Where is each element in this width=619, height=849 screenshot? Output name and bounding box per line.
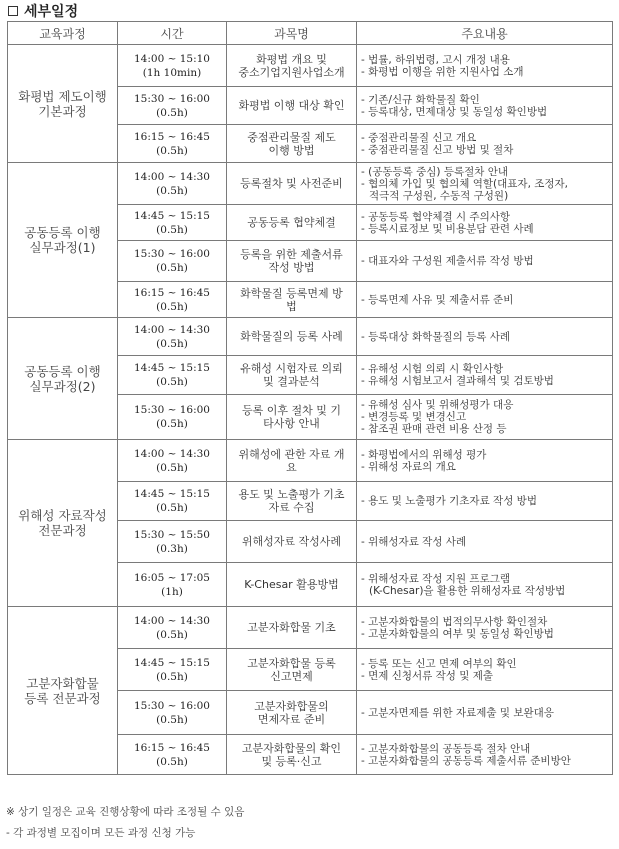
content-cell (357, 395, 613, 440)
content-line: - 고분자면제를 위한 자료제출 및 보완대응 (361, 706, 554, 719)
session-duration: (0.5h) (156, 755, 188, 768)
content-cell (357, 440, 613, 482)
subject-cell: 등록 이후 절차 및 기 타사항 안내 (227, 395, 357, 440)
content-line: - 고분자화합물의 법적의무사항 확인절차 (361, 615, 548, 628)
session-time: 14:45 ~ 15:15 (134, 656, 210, 669)
subject-cell: 위해성에 관한 자료 개 요 (227, 440, 357, 482)
content-line: - 중점관리물질 신고 방법 및 절차 (361, 143, 514, 156)
content-line: - (공동등록 중심) 등록절차 안내 (361, 165, 509, 178)
session-time: 15:30 ~ 16:00 (134, 404, 210, 416)
content-line: - 유해성 시험보고서 결과해석 및 검토방법 (361, 375, 554, 387)
header-time: 시간 (118, 22, 227, 45)
content-line: - 대표자와 구성원 제출서류 작성 방법 (361, 255, 534, 267)
schedule-table (7, 21, 613, 775)
subject-cell: 용도 및 노출평가 기초 자료 수집 (227, 482, 357, 521)
content-line: - 유해성 시험 의뢰 시 확인사항 (361, 363, 504, 375)
content-line: - 위해성자료 작성 사례 (361, 535, 467, 548)
content-line: - 중점관리물질 신고 개요 (361, 131, 477, 144)
time-cell (118, 45, 227, 87)
session-duration: (0.5h) (156, 713, 188, 726)
header-course: 교육과정 (8, 22, 118, 45)
session-time: 14:45 ~ 15:15 (134, 488, 210, 500)
content-line: - 고분자화합물의 공동등록 제출서류 준비방안 (361, 754, 571, 767)
course-name-cell: 공동등록 이행 실무과정(1) (8, 163, 118, 318)
session-duration: (0.5h) (156, 461, 188, 474)
subject-cell: 중점관리물질 제도 이행 방법 (227, 125, 357, 163)
table-row (8, 318, 613, 356)
session-duration: (0.3h) (156, 542, 188, 555)
subject-cell: 등록절차 및 사전준비 (227, 163, 357, 205)
content-line: - 등록대상 화학물질의 등록 사례 (361, 330, 510, 343)
content-cell (357, 163, 613, 205)
content-line: - 화평법에서의 위해성 평가 (361, 448, 487, 461)
content-line: - 고분자화합물의 공동등록 절차 안내 (361, 742, 531, 755)
session-time: 14:00 ~ 14:30 (134, 170, 210, 183)
content-line: (K-Chesar)을 활용한 위해성자료 작성방법 (369, 584, 566, 597)
content-cell (357, 318, 613, 356)
content-line: - 기존/신규 화학물질 확인 (361, 93, 480, 106)
course-name-cell: 화평법 제도이행 기본과정 (8, 45, 118, 163)
session-time: 15:30 ~ 15:50 (134, 528, 210, 541)
content-line: - 등록대상, 면제대상 및 동일성 확인방법 (361, 105, 548, 118)
time-cell (118, 125, 227, 163)
session-time: 14:00 ~ 14:30 (134, 323, 210, 336)
content-line: - 화평법 이행을 위한 지원사업 소개 (361, 65, 524, 78)
time-cell (118, 356, 227, 395)
time-cell (118, 649, 227, 691)
content-cell (357, 649, 613, 691)
course-name-cell: 고분자화합물 등록 전문과정 (8, 607, 118, 775)
session-duration: (0.5h) (156, 144, 188, 157)
subject-cell: 고분자화합물의 확인 및 등록·신고 (227, 735, 357, 775)
session-time: 16:05 ~ 17:05 (134, 571, 210, 584)
session-duration: (0.5h) (156, 223, 188, 236)
table-row (8, 607, 613, 649)
square-bullet-icon (8, 6, 18, 16)
content-cell (357, 735, 613, 775)
content-line: 적극적 구성원, 수동적 구성원) (369, 189, 509, 202)
session-time: 14:00 ~ 14:30 (134, 614, 210, 627)
time-cell (118, 607, 227, 649)
content-line: - 등록면제 사유 및 제출서류 준비 (361, 293, 514, 306)
content-line: - 면제 신청서류 작성 및 제출 (361, 669, 494, 682)
time-cell (118, 735, 227, 775)
subject-cell: 위해성자료 작성사례 (227, 521, 357, 563)
content-cell (357, 691, 613, 735)
content-line: - 고분자화합물의 여부 및 동일성 확인방법 (361, 627, 554, 640)
content-line: - 협의체 가입 및 협의체 역할(대표자, 조정자, (361, 177, 569, 190)
subject-cell: 화평법 개요 및 중소기업지원사업소개 (227, 45, 357, 87)
content-cell (357, 45, 613, 87)
content-cell (357, 282, 613, 318)
subject-cell: 화학물질의 등록 사례 (227, 318, 357, 356)
time-cell (118, 163, 227, 205)
table-body (8, 45, 613, 775)
session-time: 15:30 ~ 16:00 (134, 92, 210, 105)
content-cell (357, 607, 613, 649)
session-time: 14:45 ~ 15:15 (134, 362, 210, 374)
session-duration: (0.5h) (156, 502, 188, 514)
time-cell (118, 395, 227, 440)
session-duration: (0.5h) (156, 300, 188, 313)
section-heading (6, 0, 78, 22)
content-cell (357, 205, 613, 241)
session-duration: (0.5h) (156, 262, 188, 274)
time-cell (118, 205, 227, 241)
content-cell (357, 482, 613, 521)
time-cell (118, 87, 227, 125)
session-duration: (0.5h) (156, 670, 188, 683)
session-duration: (1h 10min) (142, 66, 202, 79)
time-cell (118, 563, 227, 607)
note-application: - 각 과정별 모집이며 모든 과정 신청 가능 (6, 827, 196, 839)
subject-cell: 화평법 이행 대상 확인 (227, 87, 357, 125)
session-time: 16:15 ~ 16:45 (134, 286, 210, 299)
content-line: - 용도 및 노출평가 기초자료 작성 방법 (361, 495, 537, 507)
content-cell (357, 563, 613, 607)
time-cell (118, 521, 227, 563)
session-duration: (0.5h) (156, 337, 188, 350)
session-duration: (1h) (161, 585, 183, 598)
content-line: - 위해성 자료의 개요 (361, 460, 456, 473)
subject-cell: 화학물질 등록면제 방 법 (227, 282, 357, 318)
session-duration: (0.5h) (156, 106, 188, 119)
content-cell (357, 241, 613, 282)
session-duration: (0.5h) (156, 184, 188, 197)
content-line: - 등록 또는 신고 면제 여부의 확인 (361, 657, 517, 670)
subject-cell: 유해성 시험자료 의뢰 및 결과분석 (227, 356, 357, 395)
content-cell (357, 521, 613, 563)
table-row (8, 163, 613, 205)
content-line: - 공동등록 협약체결 시 주의사항 (361, 210, 510, 223)
content-line: - 변경등록 및 변경신고 (361, 411, 467, 423)
content-line: - 등록시료정보 및 비용분담 관련 사례 (361, 222, 534, 235)
session-time: 15:30 ~ 16:00 (134, 699, 210, 712)
session-time: 16:15 ~ 16:45 (134, 741, 210, 754)
content-line: - 유해성 심사 및 위해성평가 대응 (361, 399, 514, 411)
header-content: 주요내용 (357, 22, 613, 45)
section-title: 세부일정 (24, 4, 79, 20)
session-time: 14:00 ~ 14:30 (134, 447, 210, 460)
table-row (8, 45, 613, 87)
time-cell (118, 482, 227, 521)
session-time: 15:30 ~ 16:00 (134, 248, 210, 260)
time-cell (118, 241, 227, 282)
time-cell (118, 282, 227, 318)
note-schedule-change: ※ 상기 일정은 교육 진행상황에 따라 조정될 수 있음 (6, 806, 245, 818)
subject-cell: 고분자화합물의 면제자료 준비 (227, 691, 357, 735)
time-cell (118, 691, 227, 735)
table-header-row (8, 22, 613, 45)
session-time: 16:15 ~ 16:45 (134, 130, 210, 143)
time-cell (118, 318, 227, 356)
content-cell (357, 125, 613, 163)
content-cell (357, 87, 613, 125)
table-row (8, 440, 613, 482)
subject-cell: 고분자화합물 등록 신고면제 (227, 649, 357, 691)
session-time: 14:00 ~ 15:10 (134, 52, 210, 65)
subject-cell: K-Chesar 활용방법 (227, 563, 357, 607)
session-duration: (0.5h) (156, 628, 188, 641)
subject-cell: 공동등록 협약체결 (227, 205, 357, 241)
content-line: - 위해성자료 작성 지원 프로그램 (361, 572, 510, 585)
session-duration: (0.5h) (156, 418, 188, 430)
subject-cell: 등록을 위한 제출서류 작성 방법 (227, 241, 357, 282)
subject-cell: 고분자화합물 기초 (227, 607, 357, 649)
content-line: - 법률, 하위법령, 고시 개정 내용 (361, 53, 510, 66)
time-cell (118, 440, 227, 482)
content-line: - 참조권 판매 관련 비용 산정 등 (361, 423, 507, 435)
content-cell (357, 356, 613, 395)
course-name-cell: 공동등록 이행 실무과정(2) (8, 318, 118, 440)
session-time: 14:45 ~ 15:15 (134, 209, 210, 222)
course-name-cell: 위해성 자료작성 전문과정 (8, 440, 118, 607)
header-subject: 과목명 (227, 22, 357, 45)
session-duration: (0.5h) (156, 376, 188, 388)
